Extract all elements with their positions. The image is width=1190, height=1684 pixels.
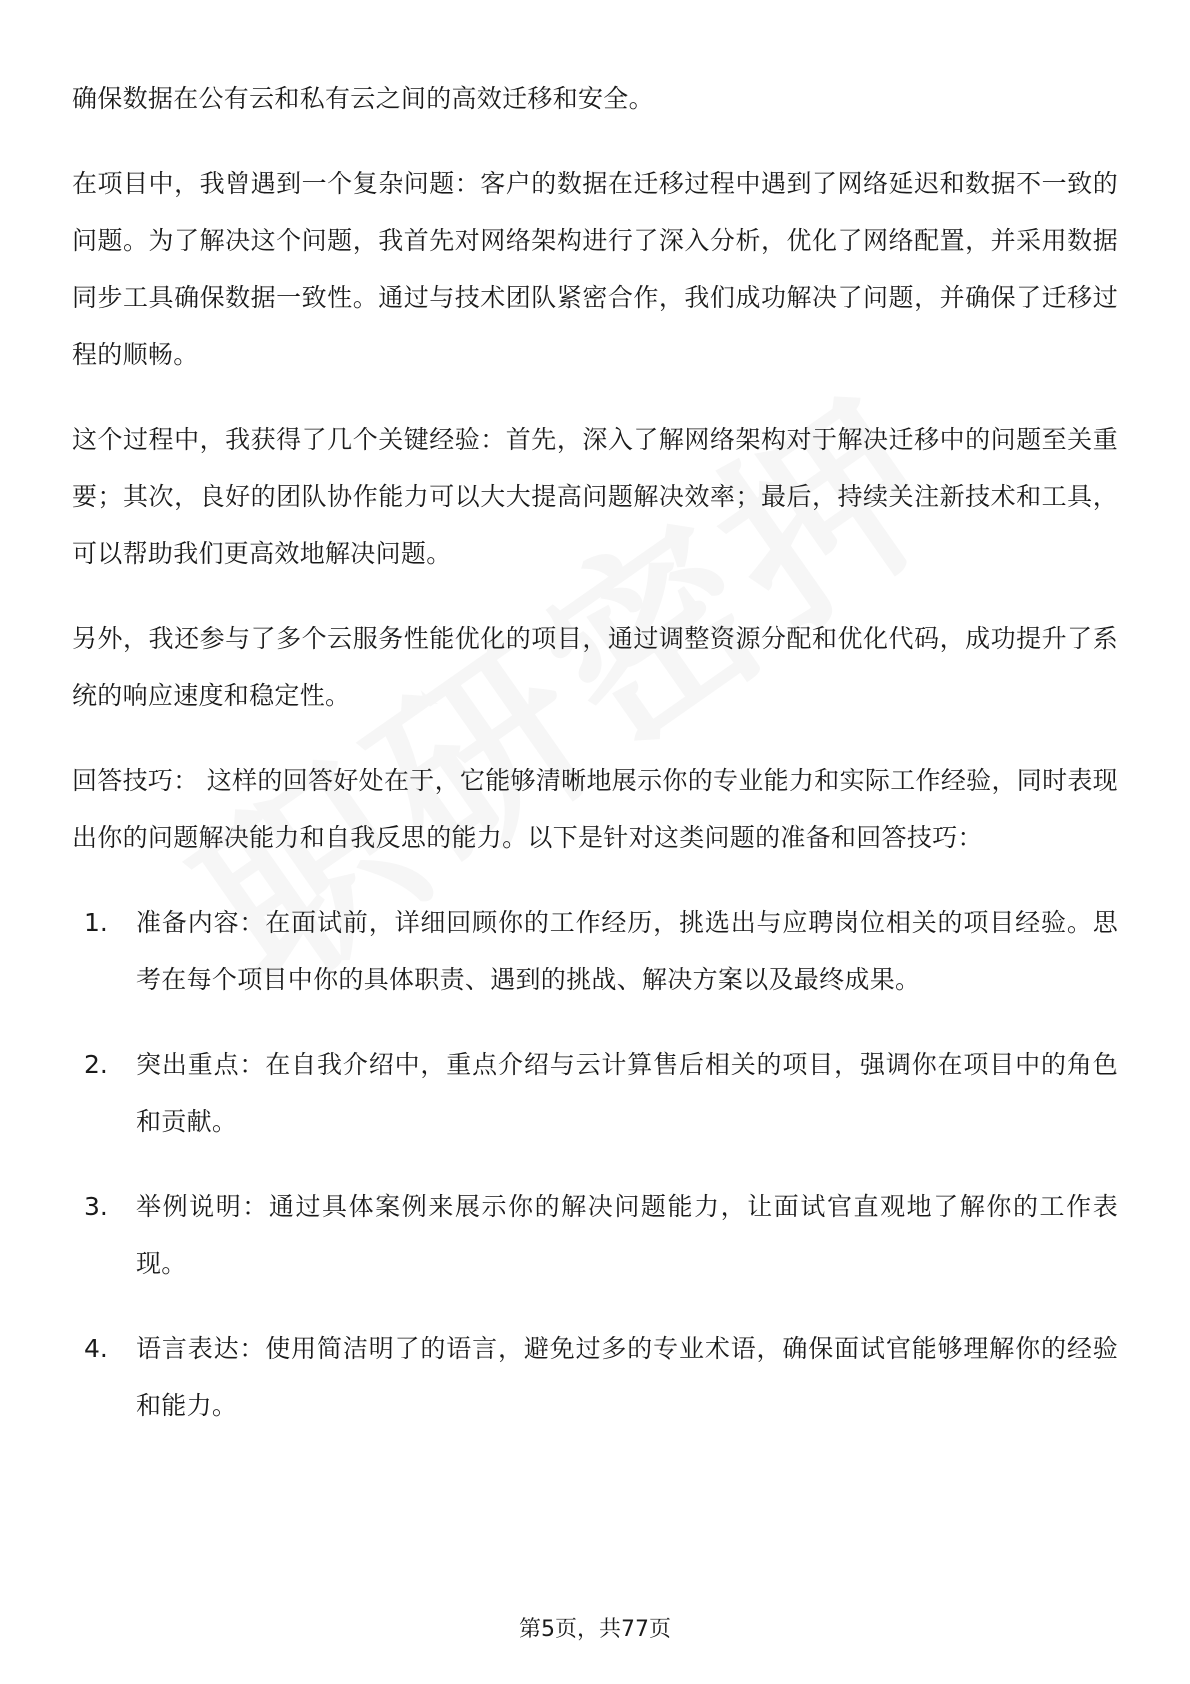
list-text: 语言表达：使用简洁明了的语言，避免过多的专业术语，确保面试官能够理解你的经验和能力。 bbox=[136, 1334, 1118, 1420]
list-text: 突出重点：在自我介绍中，重点介绍与云计算售后相关的项目，强调你在项目中的角色和贡献。 bbox=[136, 1050, 1118, 1136]
list-item bbox=[72, 1178, 1118, 1292]
list-text: 准备内容：在面试前，详细回顾你的工作经历，挑选出与应聘岗位相关的项目经验。思考在每个项目中你的具体职责、遇到的挑战、解决方案以及最终成果。 bbox=[136, 908, 1118, 994]
paragraph: 这个过程中，我获得了几个关键经验：首先，深入了解网络架构对于解决迁移中的问题至关重要；其次，良好的团队协作能力可以大大提高问题解决效率；最后，持续关注新技术和工具，可以帮助我们更高效地解决问题。 bbox=[72, 425, 1118, 568]
list-number: 3. bbox=[84, 1192, 108, 1221]
document-body bbox=[72, 70, 1118, 1462]
tips-list bbox=[72, 894, 1118, 1434]
list-text: 举例说明：通过具体案例来展示你的解决问题能力，让面试官直观地了解你的工作表现。 bbox=[136, 1192, 1118, 1278]
paragraph: 在项目中，我曾遇到一个复杂问题：客户的数据在迁移过程中遇到了网络延迟和数据不一致的问题。为了解决这个问题，我首先对网络架构进行了深入分析，优化了网络配置，并采用数据同步工具确保数据一致性。通过与技术团队紧密合作，我们成功解决了问题，并确保了迁移过程的顺畅。 bbox=[72, 169, 1118, 369]
list-item bbox=[72, 1036, 1118, 1150]
list-item bbox=[72, 894, 1118, 1008]
list-number: 2. bbox=[84, 1050, 108, 1079]
paragraph: 另外，我还参与了多个云服务性能优化的项目，通过调整资源分配和优化代码，成功提升了系统的响应速度和稳定性。 bbox=[72, 624, 1118, 710]
list-number: 1. bbox=[84, 908, 108, 937]
paragraph: 确保数据在公有云和私有云之间的高效迁移和安全。 bbox=[72, 84, 654, 113]
paragraph: 回答技巧： 这样的回答好处在于，它能够清晰地展示你的专业能力和实际工作经验，同时表现出你的问题解决能力和自我反思的能力。以下是针对这类问题的准备和回答技巧： bbox=[72, 766, 1118, 852]
page-number-footer: 第5页，共77页 bbox=[519, 1617, 671, 1642]
list-number: 4. bbox=[84, 1334, 108, 1363]
list-item bbox=[72, 1320, 1118, 1434]
